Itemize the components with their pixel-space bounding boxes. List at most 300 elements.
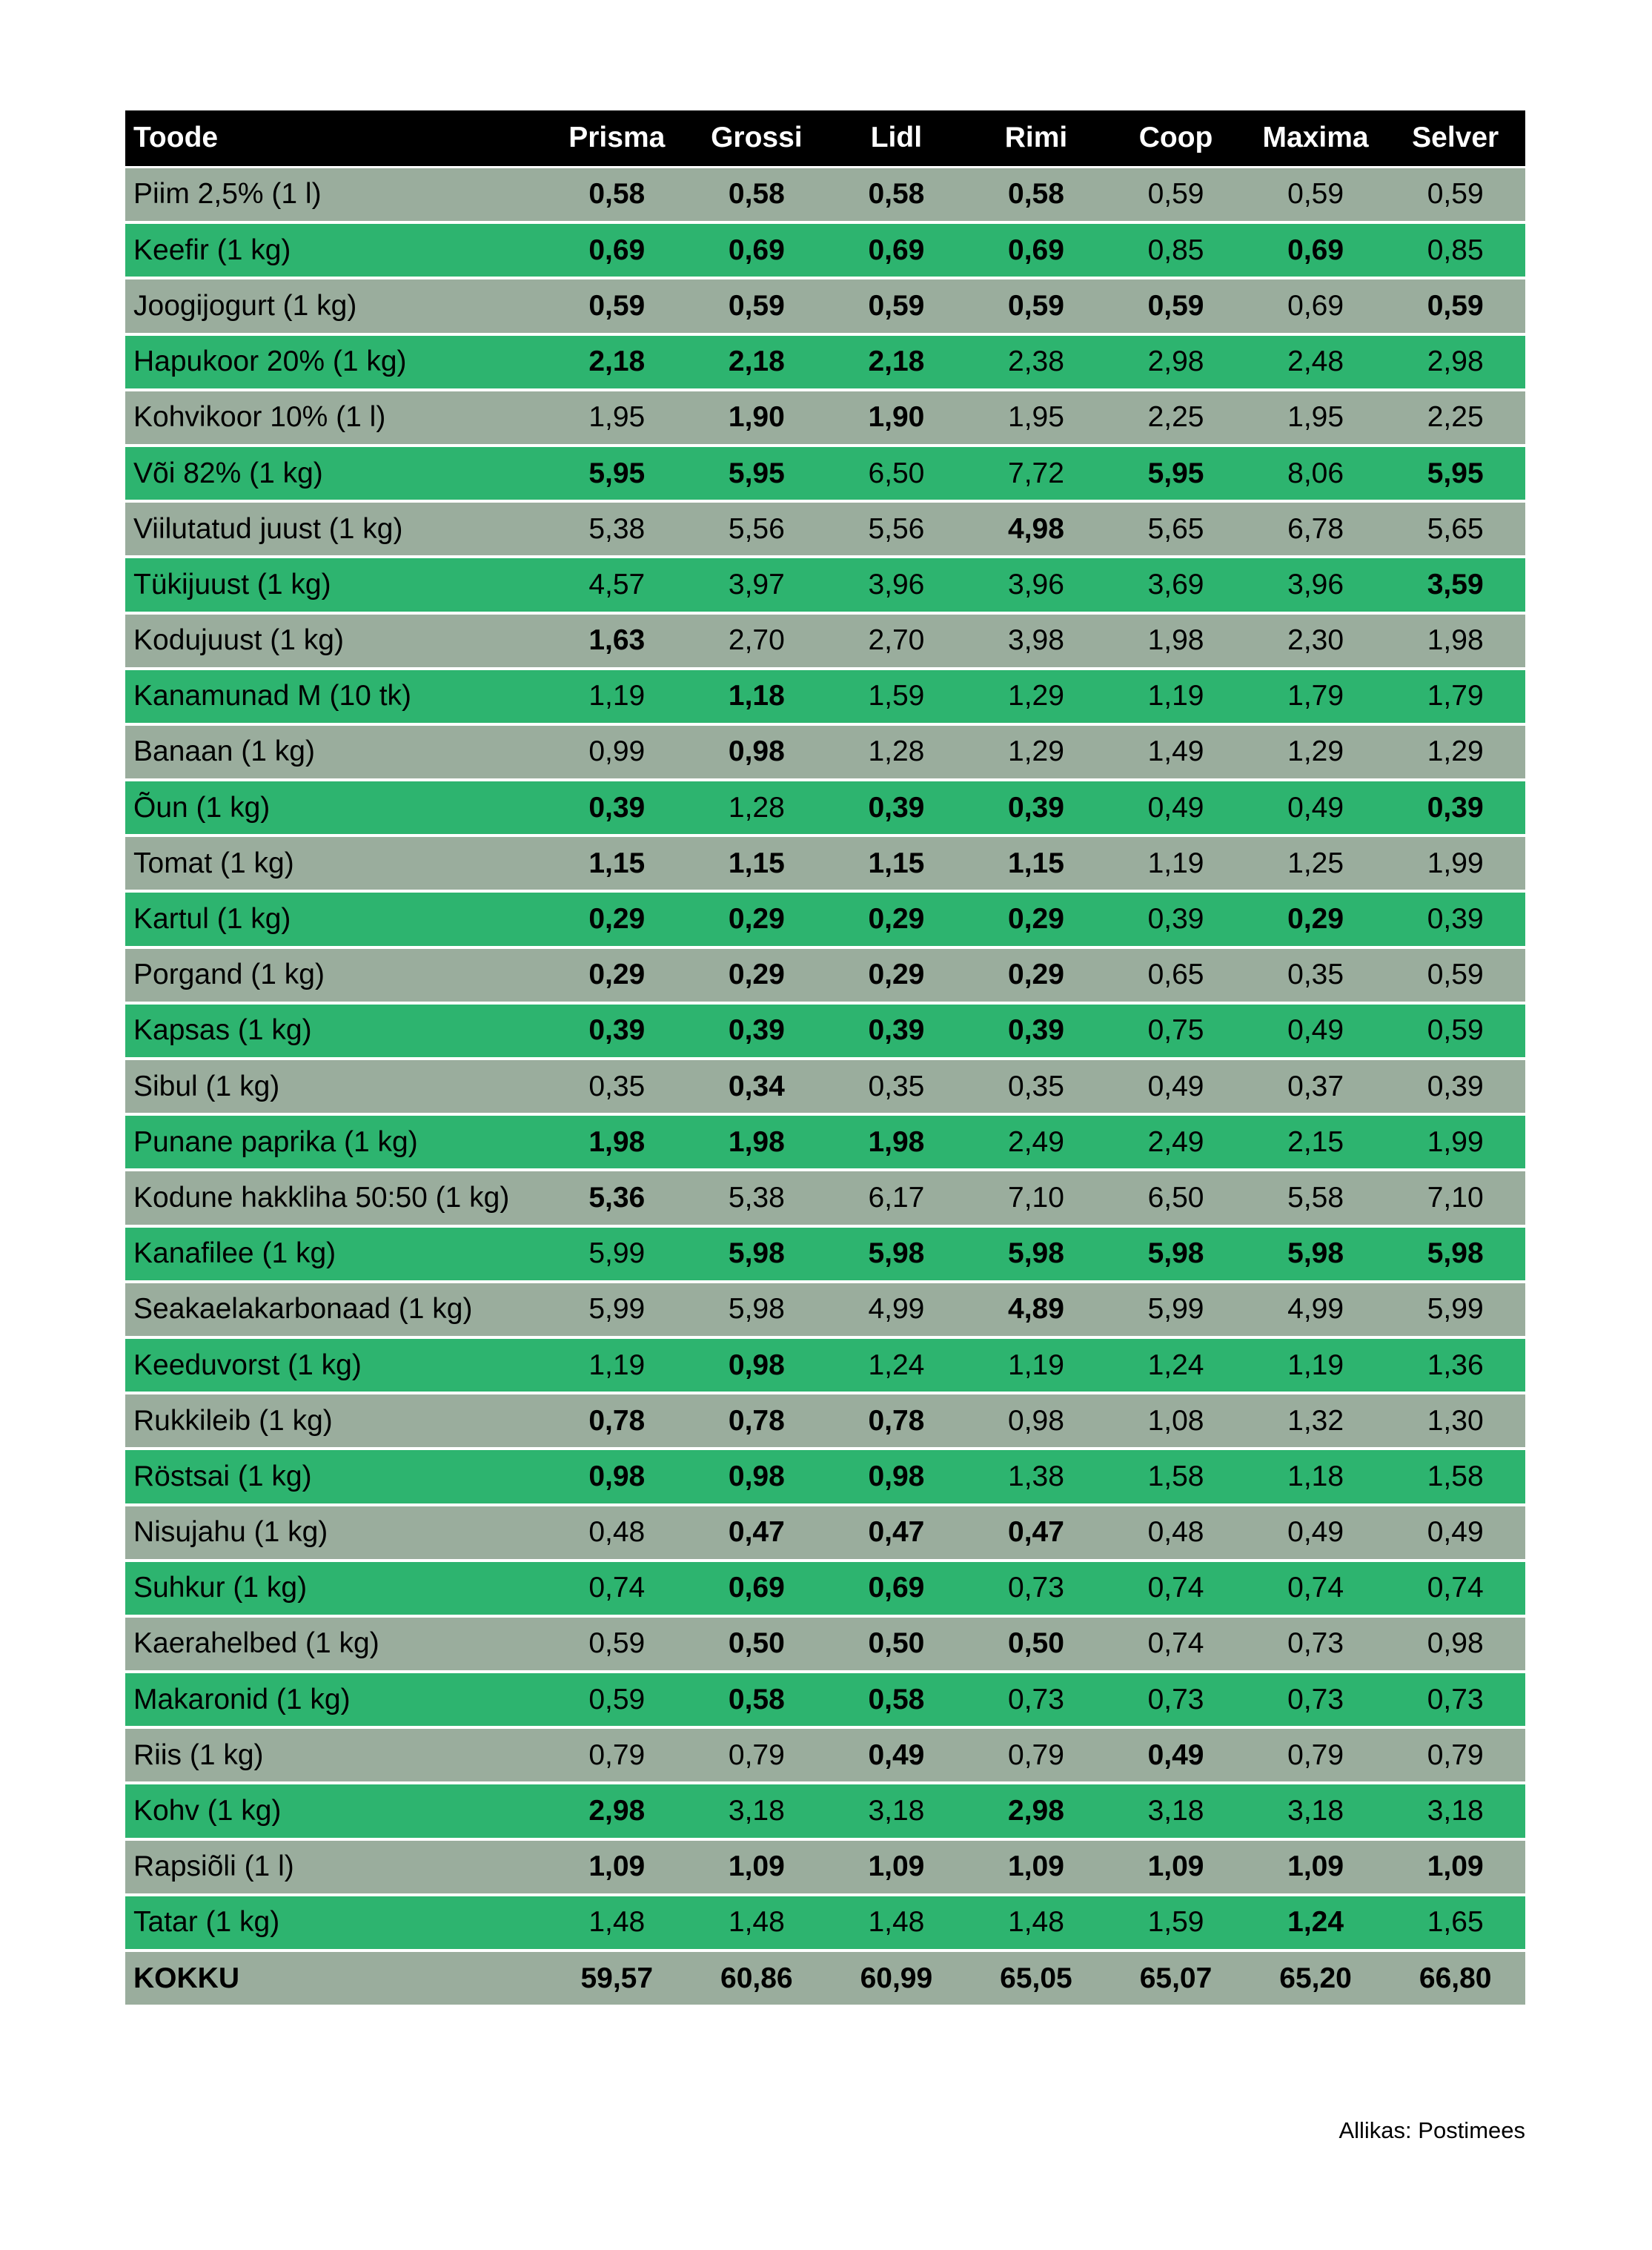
price-cell: 1,79 <box>1246 669 1386 724</box>
table-row <box>125 1393 1525 1449</box>
price-cell-best: 5,95 <box>687 446 827 501</box>
price-cell: 2,38 <box>966 334 1107 390</box>
table-row <box>125 1672 1525 1727</box>
price-cell: 0,73 <box>1385 1672 1525 1727</box>
price-cell-best: 0,98 <box>687 1449 827 1504</box>
price-cell: 3,97 <box>687 557 827 612</box>
price-cell-best: 0,58 <box>687 1672 827 1727</box>
price-cell-best: 0,59 <box>966 278 1107 334</box>
price-cell: 1,48 <box>826 1895 966 1950</box>
product-label: Tomat (1 kg) <box>125 836 547 891</box>
table-row <box>125 446 1525 501</box>
price-cell: 0,49 <box>1246 1505 1386 1561</box>
price-cell-best: 5,95 <box>547 446 687 501</box>
price-cell: 1,36 <box>1385 1337 1525 1393</box>
price-cell: 0,73 <box>1246 1616 1386 1672</box>
price-cell: 1,99 <box>1385 1114 1525 1170</box>
product-label: Kohv (1 kg) <box>125 1783 547 1839</box>
price-cell: 0,49 <box>1106 780 1246 836</box>
price-cell: 1,30 <box>1385 1393 1525 1449</box>
product-label: Kodune hakkliha 50:50 (1 kg) <box>125 1170 547 1225</box>
price-cell: 1,25 <box>1246 836 1386 891</box>
price-cell-best: 0,29 <box>547 891 687 947</box>
price-cell-best: 0,29 <box>966 891 1107 947</box>
price-cell-best: 2,18 <box>826 334 966 390</box>
price-cell: 2,25 <box>1106 390 1246 446</box>
table-row <box>125 780 1525 836</box>
price-cell: 0,39 <box>1106 891 1246 947</box>
price-cell-best: 0,50 <box>966 1616 1107 1672</box>
table-row <box>125 1783 1525 1839</box>
table-row <box>125 1616 1525 1672</box>
price-cell: 0,59 <box>1385 167 1525 222</box>
price-cell-best: 1,09 <box>826 1839 966 1895</box>
price-cell: 0,59 <box>1385 947 1525 1003</box>
product-label: Kanafilee (1 kg) <box>125 1226 547 1282</box>
price-cell: 2,25 <box>1385 390 1525 446</box>
price-cell: 0,74 <box>1246 1561 1386 1616</box>
price-cell: 1,28 <box>826 724 966 780</box>
price-cell-best: 0,98 <box>687 724 827 780</box>
price-cell: 1,58 <box>1385 1449 1525 1504</box>
price-cell-best: 1,98 <box>826 1114 966 1170</box>
column-header-grossi: Grossi <box>687 110 827 167</box>
column-header-coop: Coop <box>1106 110 1246 167</box>
price-cell: 1,08 <box>1106 1393 1246 1449</box>
table-row <box>125 1337 1525 1393</box>
price-cell: 0,73 <box>966 1672 1107 1727</box>
price-cell: 1,29 <box>966 669 1107 724</box>
price-cell: 1,19 <box>966 1337 1107 1393</box>
price-cell-best: 0,69 <box>826 1561 966 1616</box>
price-cell: 5,99 <box>1106 1282 1246 1337</box>
price-cell: 0,99 <box>547 724 687 780</box>
price-cell-best: 0,78 <box>547 1393 687 1449</box>
price-cell-best: 0,58 <box>826 167 966 222</box>
price-cell-best: 0,50 <box>826 1616 966 1672</box>
price-cell-best: 1,09 <box>966 1839 1107 1895</box>
price-cell-best: 0,78 <box>826 1393 966 1449</box>
table-row <box>125 557 1525 612</box>
price-cell: 4,57 <box>547 557 687 612</box>
price-cell: 5,38 <box>687 1170 827 1225</box>
price-cell: 3,18 <box>826 1783 966 1839</box>
price-cell: 0,35 <box>966 1059 1107 1114</box>
price-cell-best: 0,59 <box>687 278 827 334</box>
price-cell-best: 0,49 <box>826 1727 966 1783</box>
price-cell: 6,50 <box>826 446 966 501</box>
price-cell: 3,98 <box>966 613 1107 669</box>
price-cell: 6,50 <box>1106 1170 1246 1225</box>
price-cell-best: 0,98 <box>826 1449 966 1504</box>
price-cell: 2,70 <box>826 613 966 669</box>
price-cell-best: 0,39 <box>547 1003 687 1059</box>
price-cell: 0,79 <box>1246 1727 1386 1783</box>
price-cell: 1,59 <box>1106 1895 1246 1950</box>
price-cell: 1,38 <box>966 1449 1107 1504</box>
price-cell: 1,29 <box>1246 724 1386 780</box>
price-cell: 0,49 <box>1246 1003 1386 1059</box>
price-cell-best: 0,39 <box>687 1003 827 1059</box>
price-cell-best: 0,59 <box>1385 278 1525 334</box>
product-label: Porgand (1 kg) <box>125 947 547 1003</box>
price-cell-best: 5,95 <box>1106 446 1246 501</box>
price-cell-best: 1,90 <box>687 390 827 446</box>
price-cell-best: 1,09 <box>687 1839 827 1895</box>
price-cell-best: 0,58 <box>687 167 827 222</box>
price-cell: 1,29 <box>966 724 1107 780</box>
price-cell: 3,96 <box>1246 557 1386 612</box>
column-header-selver: Selver <box>1385 110 1525 167</box>
price-cell-best: 0,39 <box>1385 780 1525 836</box>
price-cell: 0,39 <box>1385 891 1525 947</box>
price-cell: 0,49 <box>1385 1505 1525 1561</box>
price-cell-best: 59,57 <box>547 1950 687 2006</box>
price-cell: 1,65 <box>1385 1895 1525 1950</box>
price-cell-best: 3,59 <box>1385 557 1525 612</box>
product-label: Hapukoor 20% (1 kg) <box>125 334 547 390</box>
table-row <box>125 1170 1525 1225</box>
product-label: Riis (1 kg) <box>125 1727 547 1783</box>
price-cell-best: 1,63 <box>547 613 687 669</box>
price-cell: 0,59 <box>1246 167 1386 222</box>
price-cell-best: 0,39 <box>547 780 687 836</box>
price-cell-best: 65,20 <box>1246 1950 1386 2006</box>
price-cell: 1,49 <box>1106 724 1246 780</box>
price-cell-best: 65,07 <box>1106 1950 1246 2006</box>
column-header-rimi: Rimi <box>966 110 1107 167</box>
price-cell: 1,59 <box>826 669 966 724</box>
price-cell-best: 0,49 <box>1106 1727 1246 1783</box>
product-label: Suhkur (1 kg) <box>125 1561 547 1616</box>
price-cell-best: 66,80 <box>1385 1950 1525 2006</box>
price-cell: 3,18 <box>1106 1783 1246 1839</box>
price-cell-best: 0,58 <box>547 167 687 222</box>
price-cell: 0,35 <box>547 1059 687 1114</box>
price-comparison-table-wrap <box>125 110 1525 2008</box>
price-cell: 3,69 <box>1106 557 1246 612</box>
price-cell: 5,65 <box>1385 501 1525 557</box>
product-label: Joogijogurt (1 kg) <box>125 278 547 334</box>
price-cell: 3,96 <box>966 557 1107 612</box>
product-label: Või 82% (1 kg) <box>125 446 547 501</box>
price-cell: 1,19 <box>1106 836 1246 891</box>
total-row <box>125 1950 1525 2006</box>
price-cell: 0,59 <box>547 1672 687 1727</box>
product-label: Sibul (1 kg) <box>125 1059 547 1114</box>
price-cell: 0,73 <box>966 1561 1107 1616</box>
price-cell: 0,79 <box>547 1727 687 1783</box>
table-row <box>125 167 1525 222</box>
price-cell: 1,24 <box>826 1337 966 1393</box>
price-cell: 0,79 <box>1385 1727 1525 1783</box>
price-cell-best: 0,78 <box>687 1393 827 1449</box>
price-cell: 0,73 <box>1106 1672 1246 1727</box>
table-header-row <box>125 110 1525 167</box>
table-row <box>125 1895 1525 1950</box>
price-cell: 0,39 <box>1385 1059 1525 1114</box>
product-label: Makaronid (1 kg) <box>125 1672 547 1727</box>
price-cell: 0,35 <box>1246 947 1386 1003</box>
price-cell: 1,48 <box>687 1895 827 1950</box>
table-row <box>125 1839 1525 1895</box>
price-cell: 0,74 <box>1106 1561 1246 1616</box>
table-row <box>125 1282 1525 1337</box>
price-cell-best: 0,39 <box>966 780 1107 836</box>
column-header-maxima: Maxima <box>1246 110 1386 167</box>
table-row <box>125 1114 1525 1170</box>
price-cell: 3,18 <box>1246 1783 1386 1839</box>
price-cell-best: 5,98 <box>966 1226 1107 1282</box>
price-cell: 5,99 <box>1385 1282 1525 1337</box>
price-cell-best: 1,90 <box>826 390 966 446</box>
price-cell-best: 5,95 <box>1385 446 1525 501</box>
price-cell-best: 0,29 <box>1246 891 1386 947</box>
price-cell-best: 2,18 <box>547 334 687 390</box>
price-cell: 2,70 <box>687 613 827 669</box>
table-row <box>125 836 1525 891</box>
price-cell-best: 0,98 <box>687 1337 827 1393</box>
table-row <box>125 724 1525 780</box>
price-cell: 5,99 <box>547 1282 687 1337</box>
price-cell: 0,37 <box>1246 1059 1386 1114</box>
price-cell: 2,30 <box>1246 613 1386 669</box>
price-cell-best: 0,58 <box>966 167 1107 222</box>
product-label: Viilutatud juust (1 kg) <box>125 501 547 557</box>
price-cell-best: 5,98 <box>1385 1226 1525 1282</box>
price-cell: 1,95 <box>547 390 687 446</box>
price-cell: 0,59 <box>1385 1003 1525 1059</box>
product-label: Kapsas (1 kg) <box>125 1003 547 1059</box>
product-label: Banaan (1 kg) <box>125 724 547 780</box>
price-cell: 7,10 <box>966 1170 1107 1225</box>
price-cell: 0,59 <box>1106 167 1246 222</box>
price-cell-best: 65,05 <box>966 1950 1107 2006</box>
price-cell-best: 0,34 <box>687 1059 827 1114</box>
table-row <box>125 1727 1525 1783</box>
price-cell-best: 1,09 <box>1246 1839 1386 1895</box>
price-cell-best: 5,98 <box>1106 1226 1246 1282</box>
price-cell: 3,18 <box>687 1783 827 1839</box>
price-cell-best: 60,99 <box>826 1950 966 2006</box>
price-cell-best: 0,58 <box>826 1672 966 1727</box>
table-row <box>125 334 1525 390</box>
price-cell: 1,32 <box>1246 1393 1386 1449</box>
price-cell-best: 5,36 <box>547 1170 687 1225</box>
price-cell: 5,38 <box>547 501 687 557</box>
table-row <box>125 1059 1525 1114</box>
product-label: Tükijuust (1 kg) <box>125 557 547 612</box>
price-cell: 1,19 <box>1106 669 1246 724</box>
price-cell: 1,79 <box>1385 669 1525 724</box>
price-cell: 6,17 <box>826 1170 966 1225</box>
table-row <box>125 1003 1525 1059</box>
price-cell: 0,48 <box>547 1505 687 1561</box>
price-cell: 1,99 <box>1385 836 1525 891</box>
price-cell-best: 4,98 <box>966 501 1107 557</box>
price-cell-best: 0,69 <box>826 222 966 278</box>
product-label: Rukkileib (1 kg) <box>125 1393 547 1449</box>
price-cell-best: 0,39 <box>966 1003 1107 1059</box>
price-cell: 2,49 <box>966 1114 1107 1170</box>
price-cell: 0,35 <box>826 1059 966 1114</box>
price-cell-best: 5,98 <box>1246 1226 1386 1282</box>
price-cell: 7,72 <box>966 446 1107 501</box>
price-cell-best: 1,18 <box>687 669 827 724</box>
price-cell-best: 1,15 <box>966 836 1107 891</box>
price-cell: 1,58 <box>1106 1449 1246 1504</box>
price-cell-best: 0,47 <box>826 1505 966 1561</box>
price-comparison-table <box>125 110 1525 2008</box>
price-cell-best: 0,29 <box>826 947 966 1003</box>
price-cell: 1,48 <box>966 1895 1107 1950</box>
price-cell: 0,69 <box>1246 278 1386 334</box>
price-cell-best: 1,09 <box>1106 1839 1246 1895</box>
price-cell: 2,15 <box>1246 1114 1386 1170</box>
price-cell-best: 2,98 <box>547 1783 687 1839</box>
price-cell: 5,56 <box>687 501 827 557</box>
price-cell-best: 0,39 <box>826 780 966 836</box>
price-cell: 1,95 <box>1246 390 1386 446</box>
column-header-lidl: Lidl <box>826 110 966 167</box>
table-row <box>125 278 1525 334</box>
price-cell: 7,10 <box>1385 1170 1525 1225</box>
price-cell: 1,24 <box>1106 1337 1246 1393</box>
product-label: Kaerahelbed (1 kg) <box>125 1616 547 1672</box>
product-label: Kartul (1 kg) <box>125 891 547 947</box>
table-row <box>125 1505 1525 1561</box>
table-row <box>125 390 1525 446</box>
table-body <box>125 167 1525 2006</box>
price-cell: 6,78 <box>1246 501 1386 557</box>
price-cell: 3,18 <box>1385 1783 1525 1839</box>
price-cell: 0,49 <box>1106 1059 1246 1114</box>
price-cell-best: 0,69 <box>966 222 1107 278</box>
column-header-prisma: Prisma <box>547 110 687 167</box>
price-cell-best: 1,09 <box>547 1839 687 1895</box>
price-cell: 1,19 <box>547 669 687 724</box>
table-row <box>125 1226 1525 1282</box>
price-cell: 0,49 <box>1246 780 1386 836</box>
price-cell: 1,18 <box>1246 1449 1386 1504</box>
price-cell-best: 0,29 <box>687 947 827 1003</box>
price-cell-best: 0,98 <box>547 1449 687 1504</box>
price-cell-best: 1,15 <box>687 836 827 891</box>
price-cell: 0,73 <box>1246 1672 1386 1727</box>
product-label: Kodujuust (1 kg) <box>125 613 547 669</box>
price-cell: 0,85 <box>1385 222 1525 278</box>
price-cell-best: 0,39 <box>826 1003 966 1059</box>
price-cell: 5,65 <box>1106 501 1246 557</box>
price-cell: 0,79 <box>966 1727 1107 1783</box>
product-label: Kohvikoor 10% (1 l) <box>125 390 547 446</box>
source-attribution: Allikas: Postimees <box>1338 2117 1525 2143</box>
price-cell: 1,95 <box>966 390 1107 446</box>
product-label: Nisujahu (1 kg) <box>125 1505 547 1561</box>
price-cell-best: 0,47 <box>966 1505 1107 1561</box>
product-label: Seakaelakarbonaad (1 kg) <box>125 1282 547 1337</box>
price-cell: 3,96 <box>826 557 966 612</box>
price-cell-best: 0,69 <box>687 222 827 278</box>
price-cell: 1,48 <box>547 1895 687 1950</box>
product-label: KOKKU <box>125 1950 547 2006</box>
price-cell-best: 1,24 <box>1246 1895 1386 1950</box>
price-cell: 5,99 <box>547 1226 687 1282</box>
price-cell-best: 2,98 <box>966 1783 1107 1839</box>
price-cell: 0,79 <box>687 1727 827 1783</box>
price-cell: 5,56 <box>826 501 966 557</box>
price-cell-best: 0,69 <box>1246 222 1386 278</box>
price-cell-best: 5,98 <box>687 1226 827 1282</box>
price-cell: 2,49 <box>1106 1114 1246 1170</box>
price-cell: 0,98 <box>966 1393 1107 1449</box>
price-cell: 2,98 <box>1385 334 1525 390</box>
table-row <box>125 947 1525 1003</box>
price-cell-best: 4,89 <box>966 1282 1107 1337</box>
price-cell: 1,29 <box>1385 724 1525 780</box>
product-label: Õun (1 kg) <box>125 780 547 836</box>
price-cell-best: 1,15 <box>547 836 687 891</box>
price-cell: 0,48 <box>1106 1505 1246 1561</box>
product-label: Keeduvorst (1 kg) <box>125 1337 547 1393</box>
price-cell: 8,06 <box>1246 446 1386 501</box>
price-cell-best: 0,59 <box>1106 278 1246 334</box>
price-cell: 0,74 <box>1385 1561 1525 1616</box>
table-row <box>125 891 1525 947</box>
price-cell: 0,65 <box>1106 947 1246 1003</box>
price-cell: 0,59 <box>547 1616 687 1672</box>
price-cell-best: 0,59 <box>547 278 687 334</box>
table-row <box>125 222 1525 278</box>
price-cell-best: 2,18 <box>687 334 827 390</box>
product-label: Piim 2,5% (1 l) <box>125 167 547 222</box>
price-cell-best: 0,29 <box>826 891 966 947</box>
product-label: Röstsai (1 kg) <box>125 1449 547 1504</box>
price-cell: 1,98 <box>1106 613 1246 669</box>
price-cell: 0,98 <box>1385 1616 1525 1672</box>
price-cell-best: 1,15 <box>826 836 966 891</box>
price-cell: 2,98 <box>1106 334 1246 390</box>
table-row <box>125 613 1525 669</box>
price-cell-best: 0,47 <box>687 1505 827 1561</box>
price-cell-best: 0,69 <box>687 1561 827 1616</box>
table-row <box>125 669 1525 724</box>
product-label: Tatar (1 kg) <box>125 1895 547 1950</box>
price-cell-best: 0,50 <box>687 1616 827 1672</box>
price-cell-best: 0,29 <box>547 947 687 1003</box>
price-cell: 0,74 <box>1106 1616 1246 1672</box>
price-cell-best: 0,59 <box>826 278 966 334</box>
price-cell-best: 0,29 <box>687 891 827 947</box>
table-row <box>125 1561 1525 1616</box>
product-label: Kanamunad M (10 tk) <box>125 669 547 724</box>
price-cell: 0,74 <box>547 1561 687 1616</box>
price-cell: 1,19 <box>547 1337 687 1393</box>
price-cell-best: 0,29 <box>966 947 1107 1003</box>
price-cell-best: 1,98 <box>687 1114 827 1170</box>
price-cell: 4,99 <box>826 1282 966 1337</box>
product-label: Punane paprika (1 kg) <box>125 1114 547 1170</box>
price-cell-best: 1,09 <box>1385 1839 1525 1895</box>
price-cell-best: 1,98 <box>547 1114 687 1170</box>
price-cell-best: 0,69 <box>547 222 687 278</box>
price-cell-best: 5,98 <box>826 1226 966 1282</box>
product-label: Rapsiõli (1 l) <box>125 1839 547 1895</box>
price-cell: 5,58 <box>1246 1170 1386 1225</box>
price-cell: 2,48 <box>1246 334 1386 390</box>
price-cell: 4,99 <box>1246 1282 1386 1337</box>
table-row <box>125 501 1525 557</box>
